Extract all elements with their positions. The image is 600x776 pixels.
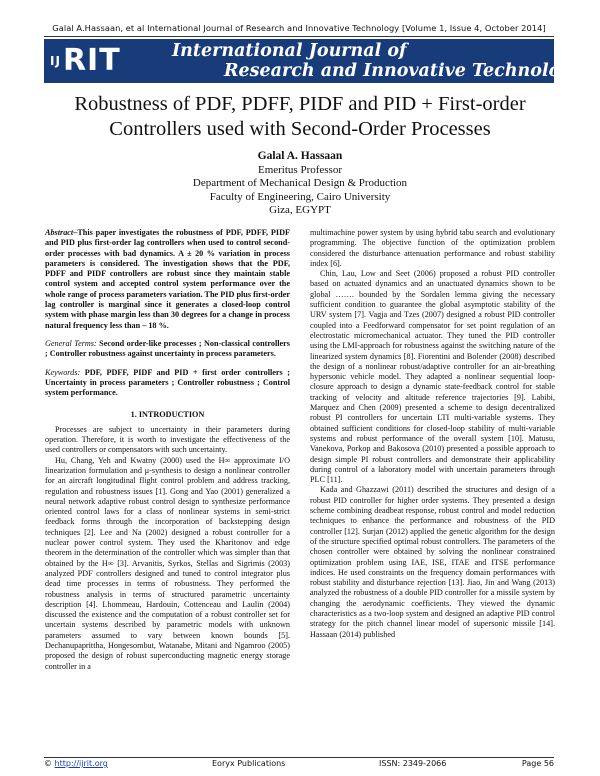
paragraph: multimachine power system by using hybrid tabu search and evolutionary programming. The objective function of the optimization problem considered the disturbance attenuation performance and robust stability index [6]. xyxy=(310,228,555,268)
journal-logo: $^{IJ}$RIT xyxy=(50,43,121,78)
right-column xyxy=(310,228,555,640)
author-city: Giza, EGYPT xyxy=(269,204,331,216)
author-faculty: Faculty of Engineering, Cairo University xyxy=(209,190,391,203)
footer-publisher: Eoryx Publications xyxy=(212,759,286,768)
keywords-text: PDF, PDFF, PIDF and PID + first order controllers ; Uncertainty in process parameters ; Controller robustness ; Control system performance. xyxy=(45,367,290,398)
running-header: Galal A.Hassaan, et al International Journal of Research and Innovative Technology [Volume 1, Issue 4, October 2014] xyxy=(44,22,554,37)
author-department: Department of Mechanical Design & Production xyxy=(192,177,408,189)
page-footer xyxy=(44,757,554,770)
paragraph: Hu, Chang, Yeh and Kwatny (2000) used the H∞ approximate I/O linearization formulation and μ-synthesis to design a nonlinear controller for an aircraft longitudinal flight control problem and address tracking, regulation and robustness issues [1]. Gong and Yao (2001) generalized a neural network adaptive robust control design to synthesize performance oriented control laws for a class of nonlinear systems in semi-strict feedback forms through the incorporation of backstepping design techniques [2]. Lee and Na (2002) designed a robust controller for a nuclear power control system. They used the Kharitonov and edge theorem in the determination of the controller which was simpler than that obtained by the H∞ [3]. Arvanitis, Syrkos, Stellas and Sigrimis (2003) analyzed PDF controllers designed and tuned to control integrator plus dead time processes in terms of robustness. They performed the robustness analysis in terms of structured parametric uncertainty description [4]. Lhommeau, Hardouin, Cottenceau and Laulin (2004) discussed the existence and the computation of a robust controller set for uncertain systems described by parametric models with unknown parameters assumed to vary between known bounds [5]. Dechanupaprittha, Hongesombut, Watanabe, Mitani and Ngamroo (2005) proposed the design of robust superconducting magnetic energy storage controller in a xyxy=(45,455,290,671)
journal-name xyxy=(172,42,583,81)
abstract-label: Abstract xyxy=(45,228,74,237)
footer-copyright: © http://ijrit.org xyxy=(44,759,108,768)
paragraph: Kada and Ghazzawi (2011) described the structures and design of a robust PID controller for higher order systems. They presented a design scheme combining deadbeat response, robust control and model reduction techniques to enhance the performance and robustness of the PID controller [12]. Surjan (2012) applied the genetic algorithm for the design of the structure specified optimal robust controllers. The parameters of the chosen controller were obtained by solving the nonlinear constrained optimization problem using IAE, ISE, ITAE and ITSE performance indices. He used constraints on the frequency domain performances with robust stability and disturbance rejection [13]. Jiao, Jin and Wang (2013) analyzed the robustness of a double PID controller for a missile system by changing the aerodynamic coefficients. They viewed the dynamic characteristics as a two-loop system and designed an adaptive PID control strategy for the pitch channel linear model of supersonic missile [14]. Hassaan (2014) published xyxy=(310,485,555,639)
journal-name-line2: Research and Innovative Technology xyxy=(224,60,583,81)
general-terms-label: General Terms: xyxy=(45,338,97,348)
general-terms xyxy=(45,339,290,360)
page-number: Page 56 xyxy=(521,759,554,768)
general-terms-text: Second order-like processes ; Non-classical controllers ; Controller robustness against uncertainty in process parameters. xyxy=(45,338,290,359)
journal-name-line1: International Journal of xyxy=(172,41,407,61)
author-position: Emeritus Professor xyxy=(257,163,342,176)
author-block xyxy=(60,150,540,218)
paper-title: Robustness of PDF, PDFF, PIDF and PID + First-order Controllers used with Second-Order Processes xyxy=(74,93,526,140)
keywords xyxy=(45,368,290,399)
abstract-text: –This paper investigates the robustness of PDF, PDFF, PIDF and PID plus first-order lag controllers when used to control second-order processes with bad dynamics. A ± 20 % variation in process parameters is considered. The investigation shows that the PDF, PDFF and PIDF controllers are robust since they maintain stable control system and accepted control system performance over the whole range of process parameters variation. The PID plus first-order lag controller is marginal since it generates a closed-loop control system with phase margin less than 30 degrees for a change in process natural frequency less than – 18 %. xyxy=(45,228,290,330)
website-link[interactable]: http://ijrit.org xyxy=(54,759,108,768)
abstract xyxy=(45,228,290,331)
journal-banner xyxy=(44,39,583,83)
footer-issn: ISSN: 2349-2066 xyxy=(379,759,447,768)
author-name: Galal A. Hassaan xyxy=(257,150,343,162)
left-column xyxy=(45,228,290,672)
keywords-label: Keywords: xyxy=(45,367,81,377)
section-heading-introduction: 1. INTRODUCTION xyxy=(130,410,205,420)
paragraph: Processes are subject to uncertainty in their parameters during operation. Therefore, it is worth to investigate the effectiveness of the used controllers or compensators with such uncertainty. xyxy=(45,424,290,455)
paragraph: Chin, Lau, Low and Seet (2006) proposed a robust PID controller based on actuated dynamics and an unactuated dynamics shown to be global ……. bounded by the Sordalen lemma giving the necessary sufficient condition to guarantee the global asymptotic stability of the URV system [7]. Vagja and Tzes (2007) designed a robust PID controller coupled into a Feedforward compensator for set point regulation of an electrostatic micromechanical actuator. They tuned the PID controller using the LMI-approach for robustness against the switching nature of the linearized system dynamics [8]. Fiorentini and Bolender (2008) described the design of a nonlinear robust/adaptive controller for an air-breathing hypersonic vehicle model. They adapted a nonlinear sequential loop-closure approach to design a dynamic state-feedback control for stable tracking of velocity and altitude reference trajectories [9]. Labibi, Marquez and Chen (2009) presented a scheme to design decentralized robust PI controllers for uncertain LTI multi-variable systems. They obtained sufficient conditions for closed-loop stability of multi-variable systems and robust performance of the overall system [10]. Matusu, Vanekova, Porkop and Bakosova (2010) presented a possible approach to design simple PI robust controllers and demonstrate their applicability during control of a laboratory model with uncertain parameters through PLC [11]. xyxy=(310,269,555,485)
